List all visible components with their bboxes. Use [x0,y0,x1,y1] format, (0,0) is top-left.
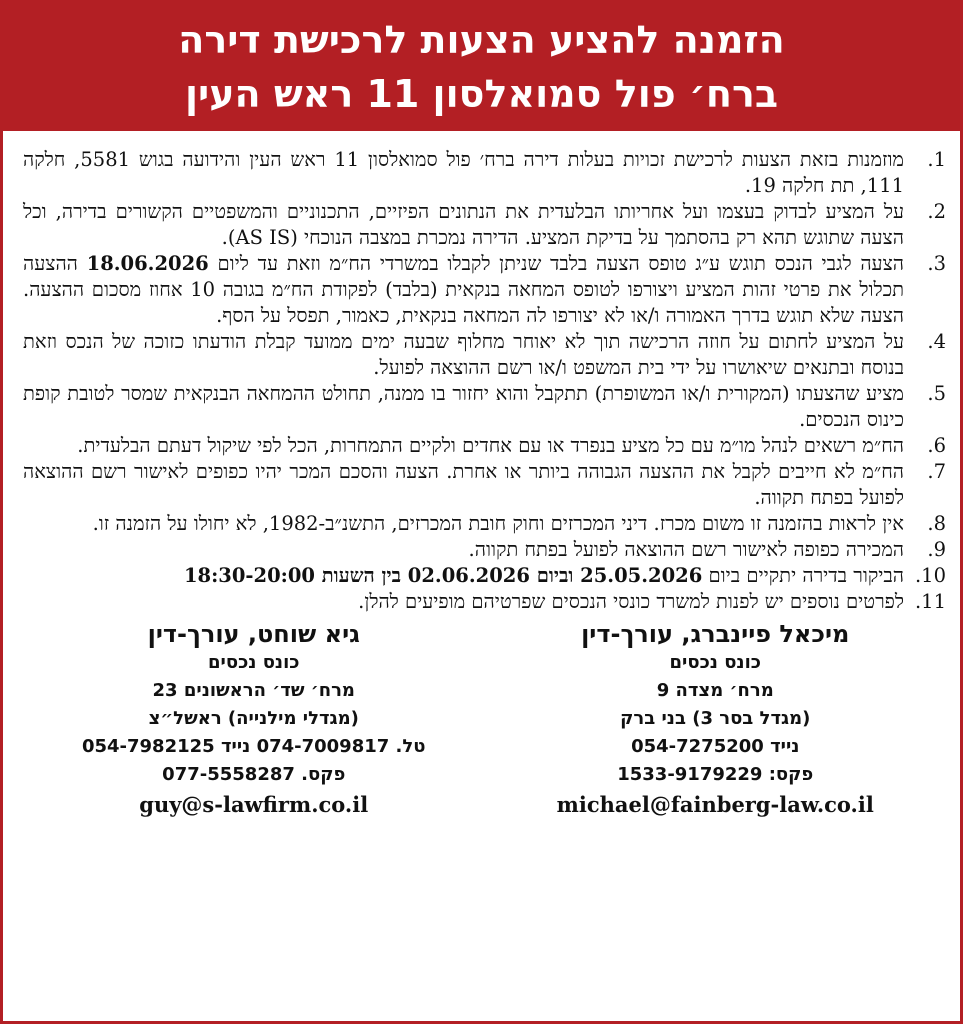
term-item [23,563,946,589]
term-item [23,199,946,251]
term-text: הביקור בדירה יתקיים ביום [702,564,904,587]
term-emphasis: 18.06.2026 [86,252,209,275]
term-item [23,147,946,199]
receiver-email[interactable]: michael@fainberg-law.co.il [556,792,874,817]
term-text: מציע שהצעתו (המקורית ו/או המשופרת) תתקבל והוא יחזור בו ממנה, תחולט ההמחאה הבנקאית שמסר לטובת קופת כינוס הנכסים. [23,382,904,431]
receiver-fax: פקס: 1533-9179229 [617,764,814,785]
term-item [23,381,946,433]
notice-title: הזמנה להציע הצעות לרכישת דירה [178,18,785,62]
receiver-street: מרח׳ שד׳ הראשונים 23 [152,680,355,701]
term-number: .3 [927,252,946,275]
term-number: .7 [927,460,946,483]
receiver-street: מרח׳ מצדה 9 [656,680,774,701]
term-number: .8 [927,512,946,535]
term-item [23,511,946,537]
term-text: לפרטים נוספים יש לפנות למשרד כונסי הנכסים שפרטיהם מופיעים להלן. [358,590,904,613]
term-text: על המציע לחתום על חוזה הרכישה תוך לא יאוחר מחלוף שבעה ימים ממועד קבלת הודעתו כזוכה של הנכס וזאת בנוסח ובתנאים שיאושרו על ידי בית המשפט ו/או רשם ההוצאה לפועל. [23,330,904,379]
term-text: הצעה לגבי הנכס תוגש ע״ג טופס הצעה בלבד שניתן לקבלו במשרדי הח״מ וזאת עד ליום [208,252,904,275]
term-text: אין לראות בהזמנה זו משום מכרז. דיני המכרזים וחוק חובת המכרזים, התשנ״ב-1982, לא יחולו על הזמנה זו. [92,512,904,535]
term-emphasis: 25.05.2026 וביום 02.06.2026 בין השעות 18:30-20:00 [183,564,703,587]
term-text: ההצעה תכלול את פרטי זהות המציע ויצורפו לטופס המחאה בנקאית (בלבד) לפקודת הח״מ בגובה 10 אחוז מסכום ההצעה. הצעה שלא תוגש בדרך האמורה ו/או לא יצורפו לה המחאה בנקאית, כאמור, תפסל על הסף. [23,252,904,327]
term-text: מוזמנות בזאת הצעות לרכישת זכויות בעלות דירה ברח׳ פול סמואלסון 11 ראש העין והידועה בגוש 5581, חלקה 111, תת חלקה 19. [23,148,904,197]
term-item [23,537,946,563]
term-number: .11 [914,590,946,613]
notice-header [3,3,960,131]
term-number: .2 [927,200,946,223]
term-text: הח״מ לא חייבים לקבל את ההצעה הגבוהה ביותר או אחרת. הצעה והסכם המכר יהיו כפופים לאישור רשם ההוצאה לפועל בפתח תקווה. [23,460,904,509]
term-item [23,329,946,381]
receiver-building: (מגדלי מילנייה) ראשל״צ [148,708,359,729]
term-item [23,433,946,459]
term-number: .4 [927,330,946,353]
term-text: המכירה כפופה לאישור רשם ההוצאה לפועל בפתח תקווה. [468,538,904,561]
term-text: על המציע לבדוק בעצמו ועל אחריותו הבלעדית את הנתונים הפיזיים, התכנוניים והמשפטיים הקשורים בדירה, וכל הצעה שתוגש תהא רק בהסתמך על בדיקת המציע. הדירה נמכרת במצבה הנוכחי (AS IS). [23,200,904,249]
receiver-role: כונס נכסים [208,652,300,673]
term-number: .1 [927,148,946,171]
receiver-phone: טל. 074-7009817 נייד 054-7982125 [81,736,426,757]
term-text: הח״מ רשאים לנהל מו״מ עם כל מציע בנפרד או עם אחדים ולקיים התמחרות, הכל לפי שיקול דעתם הבלעדית. [77,434,904,457]
receiver-name: מיכאל פיינברג, עורך-דין [581,620,850,648]
term-number: .6 [927,434,946,457]
term-item [23,589,946,615]
receiver-building: (מגדל בסר 3) בני ברק [620,708,811,729]
receiver-role: כונס נכסים [669,652,761,673]
term-item [23,251,946,329]
receiver-contact-shochat [23,619,485,821]
receiver-email[interactable]: guy@s-lawfirm.co.il [139,792,369,817]
receiver-name: גיא שוחט, עורך-דין [147,620,360,648]
term-number: .10 [914,564,946,587]
terms-list [23,147,946,615]
notice-body [3,131,960,821]
term-item [23,459,946,511]
receiver-fax: פקס. 077-5558287 [162,764,346,785]
receiver-phone: נייד 054-7275200 [631,736,800,757]
receiver-contact-fainberg [485,619,947,821]
term-number: .5 [927,382,946,405]
term-number: .9 [927,538,946,561]
notice-subtitle: ברח׳ פול סמואלסון 11 ראש העין [184,72,779,116]
receivers-contacts [23,619,946,821]
